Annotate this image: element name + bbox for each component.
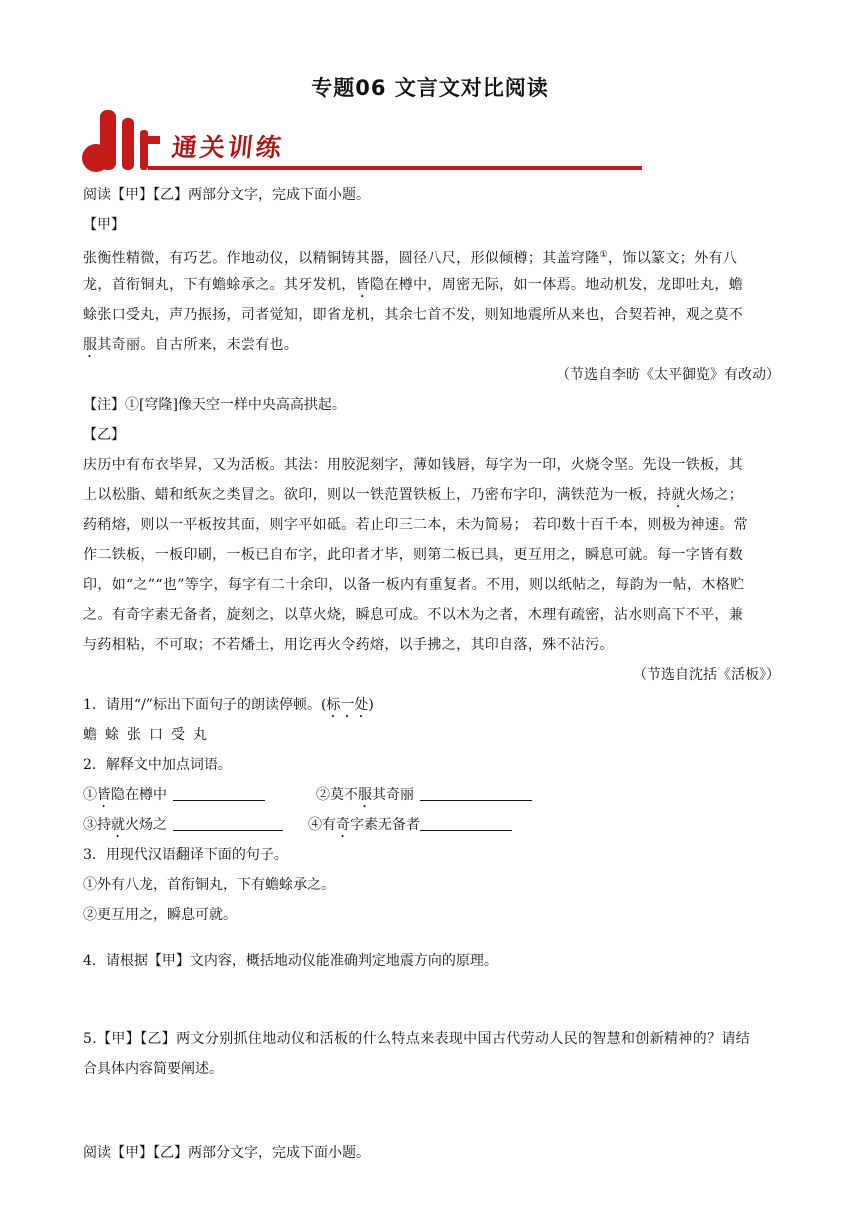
question-5-line-2: 合具体内容简要阐述。	[83, 1061, 223, 1077]
yi-line-6: 之。有奇字素无备者，旋刻之，以草火烧，瞬息可成。不以木为之者，木理有疏密，沾水则高下不平，兼	[83, 607, 744, 623]
note-marker: ①	[599, 250, 609, 260]
answer-blank[interactable]	[420, 814, 512, 831]
dotted-word: 皆	[355, 277, 371, 293]
yi-line-4: 作二铁板，一板印刷，一板已自布字，此印者才毕，则第二板已具，更互用之，瞬息可就。每一字皆有数	[83, 547, 744, 563]
next-reading-intro: 阅读【甲】【乙】两部分文字，完成下面小题。	[83, 1145, 370, 1161]
page-title: 专题06 文言文对比阅读	[311, 76, 549, 100]
yi-line-7: 与药相粘，不可取；不若燔土，用讫再火令药熔，以手拂之，其印自落，殊不沾污。	[83, 637, 614, 653]
question-3-sentence-1: ①外有八龙，首衔铜丸，下有蟾蜍承之。	[83, 877, 335, 893]
question-4: 4．请根据【甲】文内容，概括地动仪能准确判定地震方向的原理。	[83, 953, 498, 969]
yi-source: （节选自沈括《活板》）	[633, 667, 780, 683]
answer-blank[interactable]	[173, 784, 265, 801]
question-5-line-1: 5.【甲】【乙】两文分别抓住地动仪和活板的什么特点来表现中国古代劳动人民的智慧和创新精神的？请结	[83, 1031, 751, 1047]
question-3: 3．用现代汉语翻译下面的句子。	[83, 847, 288, 863]
q2-item-2: ②莫不服其奇丽	[316, 780, 532, 811]
section-banner	[80, 106, 650, 176]
q2-item-4: ④有奇字素无备者	[308, 810, 512, 841]
question-3-sentence-2: ②更互用之，瞬息可就。	[83, 907, 237, 923]
question-1: 1．请用“/”标出下面句子的朗读停顿。(标一处)	[83, 697, 374, 713]
answer-blank[interactable]	[173, 814, 283, 831]
yi-line-1: 庆历中有布衣毕昇，又为活板。其法：用胶泥刻字，薄如钱唇，每字为一印，火烧令坚。先设一铁板，其	[83, 457, 744, 473]
question-1-sentence: 蟾 蜍 张 口 受 丸	[83, 727, 207, 743]
jia-line-2: 龙，首衔铜丸，下有蟾蜍承之。其牙发机，皆隐在樽中，周密无际，如一体焉。地动机发，龙即吐丸，蟾	[83, 277, 744, 293]
q2-item-1: ①皆隐在樽中	[83, 780, 265, 811]
jia-source: （节选自李昉《太平御览》有改动）	[556, 367, 780, 383]
jia-line-1: 张衡性精微，有巧艺。作地动仪，以精铜铸其器，圆径八尺，形似倾樽；其盖穹隆①，饰以篆文；外有八	[83, 250, 738, 267]
banner-title: 通关训练	[170, 133, 286, 162]
answer-blank[interactable]	[420, 784, 532, 801]
dotted-word: 服	[83, 337, 98, 353]
jia-note: 【注】①[穹隆]像天空一样中央高高拱起。	[83, 397, 346, 413]
dotted-word: 就	[671, 487, 686, 503]
reading-intro: 阅读【甲】【乙】两部分文字，完成下面小题。	[83, 187, 370, 203]
yi-line-2: 上以松脂、蜡和纸灰之类冒之。欲印，则以一铁范置铁板上，乃密布字印，满铁范为一板，持就火炀之；	[83, 487, 744, 503]
dotted-word: 标一处	[326, 697, 369, 713]
yi-label: 【乙】	[83, 427, 125, 443]
banner-logo	[80, 106, 650, 176]
question-2: 2．解释文中加点词语。	[83, 757, 232, 773]
yi-line-3: 药稍熔，则以一平板按其面，则字平如砥。若止印三二本，未为简易； 若印数十百千本，则极为神速。常	[83, 517, 748, 533]
jia-label: 【甲】	[83, 217, 125, 233]
jia-line-4: 服其奇丽。自古所来，未尝有也。	[83, 337, 299, 353]
q2-item-3: ③持就火炀之	[83, 810, 283, 841]
jia-line-3: 蜍张口受丸，声乃振扬，司者觉知，即省龙机，其余七首不发，则知地震所从来也，合契若神，观之莫不	[83, 307, 744, 323]
yi-line-5: 印，如“之”“也”等字，每字有二十余印，以备一板内有重复者。不用，则以纸帖之，每韵为一帖，木格贮	[83, 577, 745, 593]
